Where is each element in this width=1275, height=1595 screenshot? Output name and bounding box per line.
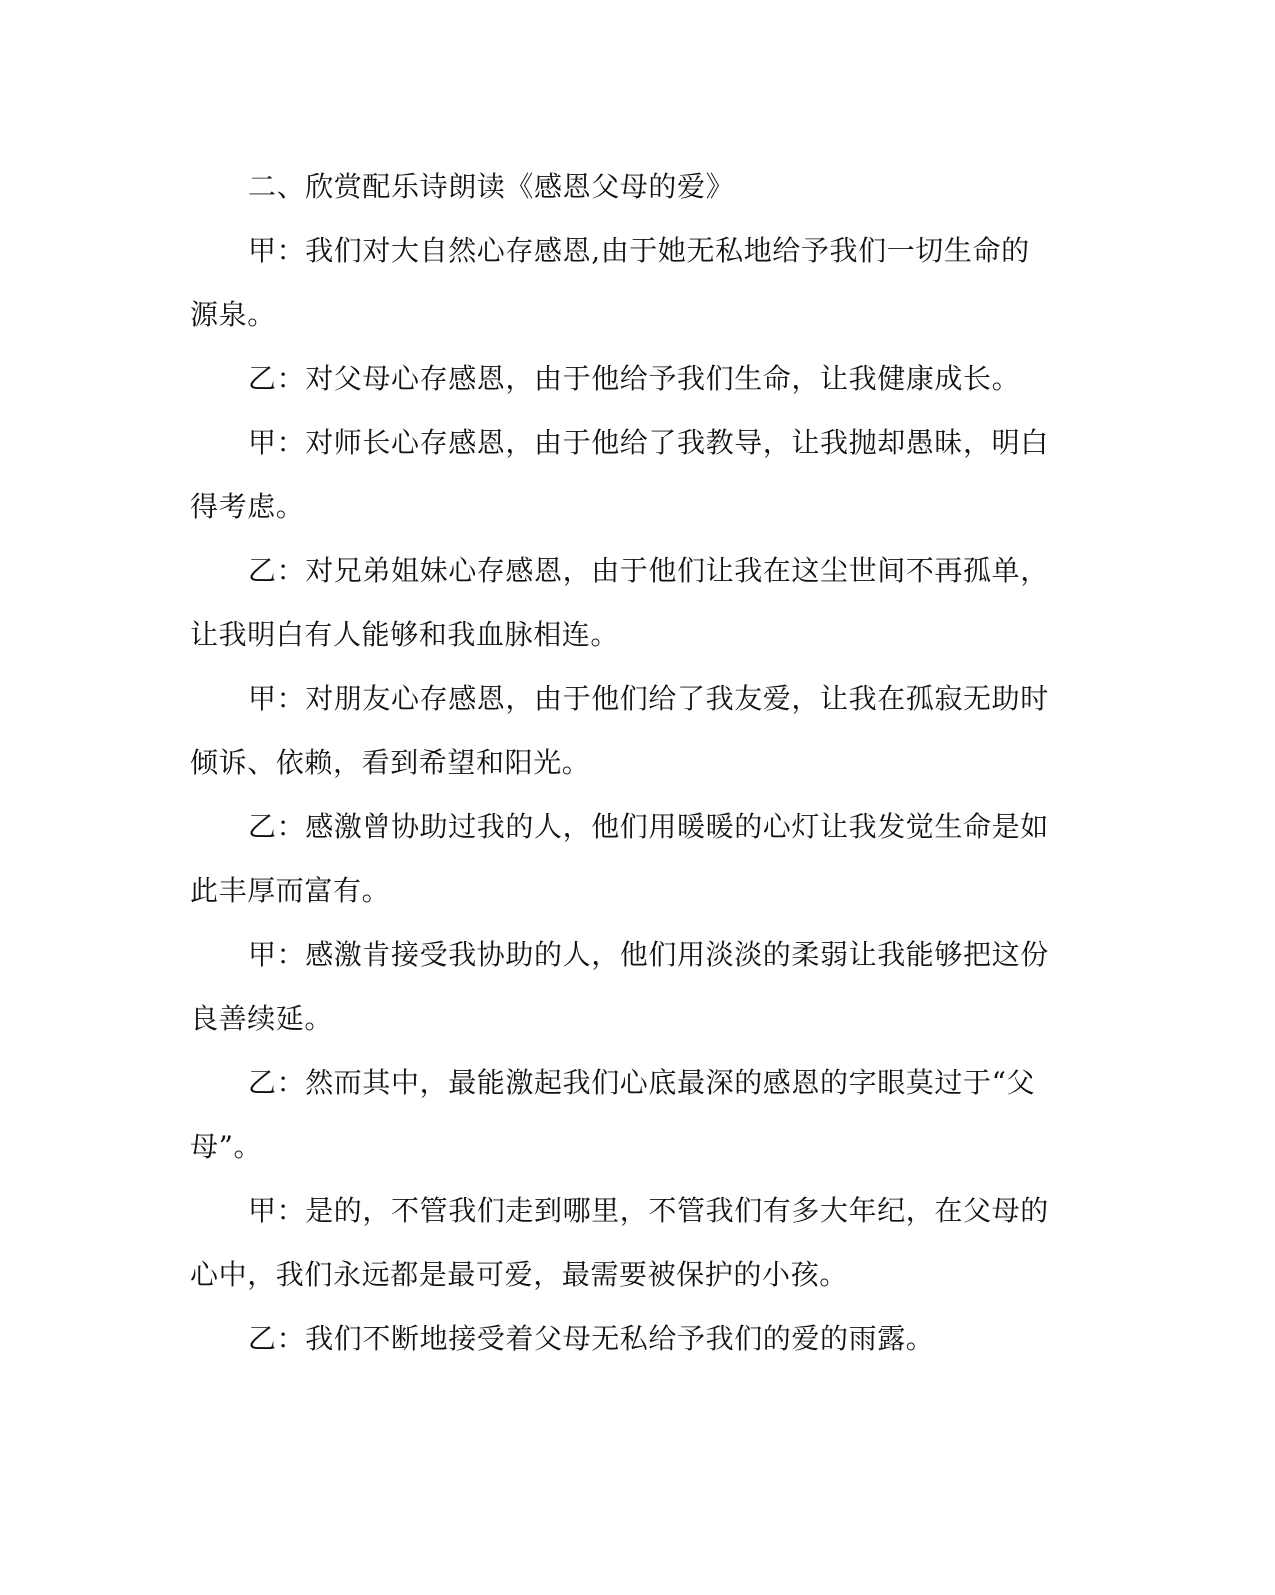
dialogue-paragraph: 乙：对兄弟姐妹心存感恩，由于他们让我在这尘世间不再孤单，让我明白有人能够和我血脉相连。 [190,554,1049,651]
dialogue-paragraph: 乙：对父母心存感恩，由于他给予我们生命，让我健康成长。 [248,362,1021,395]
dialogue-paragraph: 甲：我们对大自然心存感恩,由于她无私地给予我们一切生命的源泉。 [190,234,1030,331]
document-body [190,155,1058,1371]
dialogue-paragraph: 甲：是的，不管我们走到哪里，不管我们有多大年纪，在父母的心中，我们永远都是最可爱，最需要被保护的小孩。 [190,1194,1049,1291]
dialogue-paragraph: 乙：然而其中，最能激起我们心底最深的感恩的字眼莫过于“父母”。 [190,1066,1036,1163]
dialogue-paragraph: 乙：我们不断地接受着父母无私给予我们的爱的雨露。 [248,1322,935,1355]
section-heading: 二、欣赏配乐诗朗读《感恩父母的爱》 [248,170,735,203]
dialogue-paragraph: 乙：感激曾协助过我的人，他们用暖暖的心灯让我发觉生命是如此丰厚而富有。 [190,810,1049,907]
dialogue-paragraph: 甲：感激肯接受我协助的人，他们用淡淡的柔弱让我能够把这份良善续延。 [190,938,1049,1035]
dialogue-paragraph: 甲：对朋友心存感恩，由于他们给了我友爱，让我在孤寂无助时倾诉、依赖，看到希望和阳光。 [190,682,1049,779]
dialogue-paragraph: 甲：对师长心存感恩，由于他给了我教导，让我抛却愚昧，明白得考虑。 [190,426,1049,523]
